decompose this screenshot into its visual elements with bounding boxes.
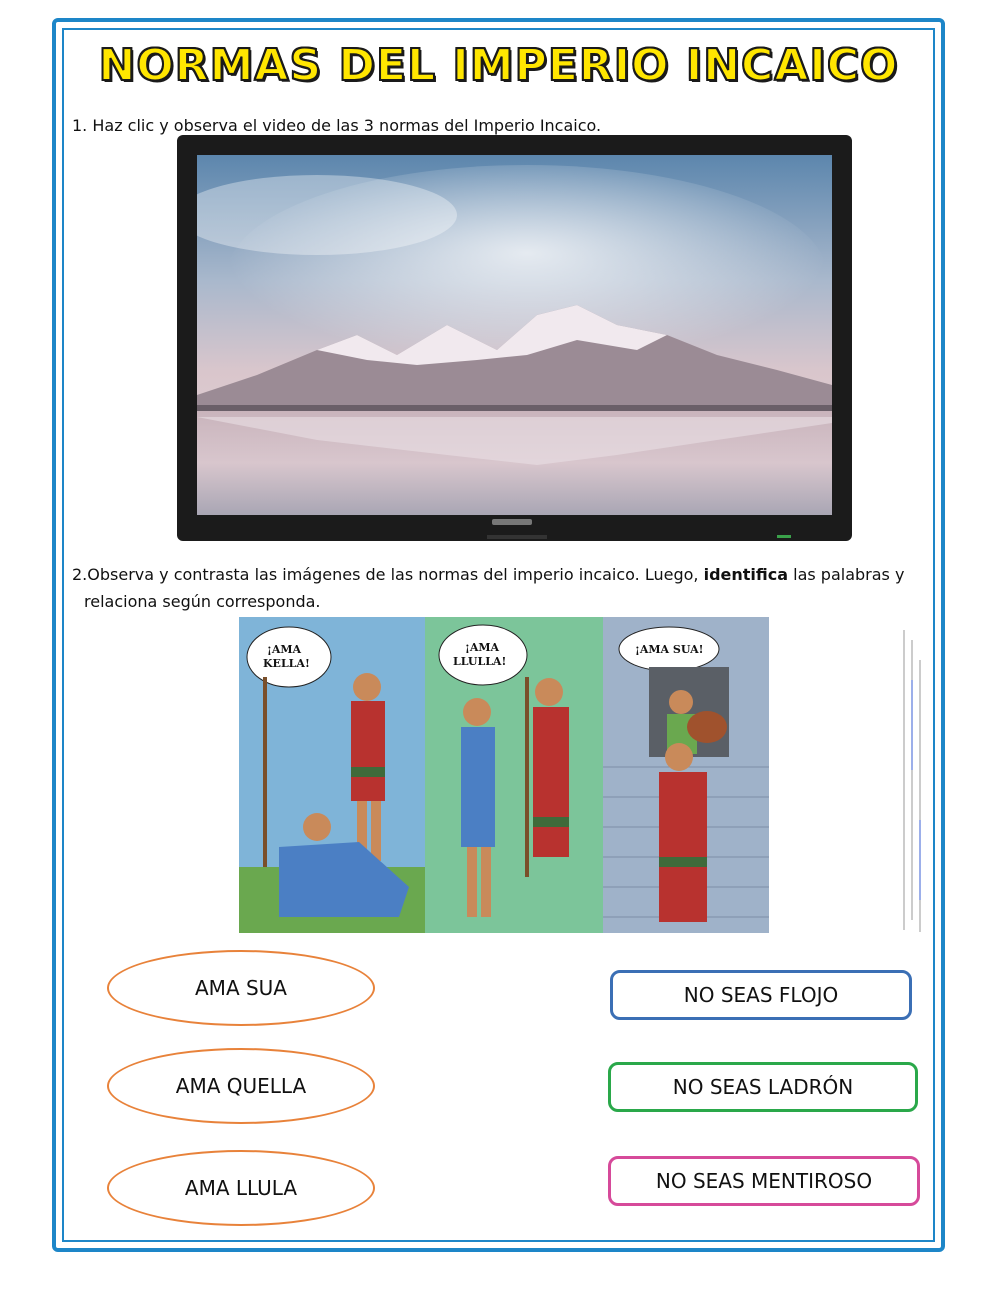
panel3-speech: ¡AMA SUA! (635, 643, 704, 656)
instruction-1: 1. Haz clic y observa el video de las 3 normas del Imperio Incaico. (72, 116, 602, 135)
image-credit-watermark (898, 620, 928, 936)
panel1-speech-b: KELLA! (263, 657, 310, 670)
panel1-speech-a: ¡AMA (267, 643, 302, 656)
video-player[interactable] (177, 135, 852, 541)
panel2-speech-b: LLULLA! (453, 655, 507, 668)
option-no-seas-ladron[interactable]: NO SEAS LADRÓN (608, 1062, 918, 1112)
mountain-landscape-image (197, 155, 832, 515)
option-no-seas-mentiroso[interactable]: NO SEAS MENTIROSO (608, 1156, 920, 1206)
panel2-speech-a: ¡AMA (465, 641, 500, 654)
instruction-2 (72, 562, 934, 587)
instruction-2-bold: identifica (703, 565, 789, 584)
option-no-seas-flojo[interactable]: NO SEAS FLOJO (610, 970, 912, 1020)
video-thumbnail[interactable] (197, 155, 832, 515)
option-ama-llula[interactable]: AMA LLULA (107, 1150, 375, 1226)
tv-brand-logo (492, 519, 532, 525)
inca-norms-comic (239, 617, 769, 933)
comic-panel-sua (603, 617, 769, 933)
tv-power-led (777, 535, 791, 538)
option-ama-sua[interactable]: AMA SUA (107, 950, 375, 1026)
page-title: NORMAS DEL IMPERIO INCAICO (98, 40, 899, 91)
instruction-2-line2: relaciona según corresponda. (84, 592, 321, 611)
tv-stand (487, 535, 547, 539)
comic-panel-kella (239, 617, 425, 933)
option-ama-quella[interactable]: AMA QUELLA (107, 1048, 375, 1124)
comic-panel-llulla (425, 617, 603, 933)
instruction-2-text-end: las palabras y (788, 565, 905, 584)
instruction-2-text: 2.Observa y contrasta las imágenes de las normas del imperio incaico. Luego, (72, 565, 704, 584)
